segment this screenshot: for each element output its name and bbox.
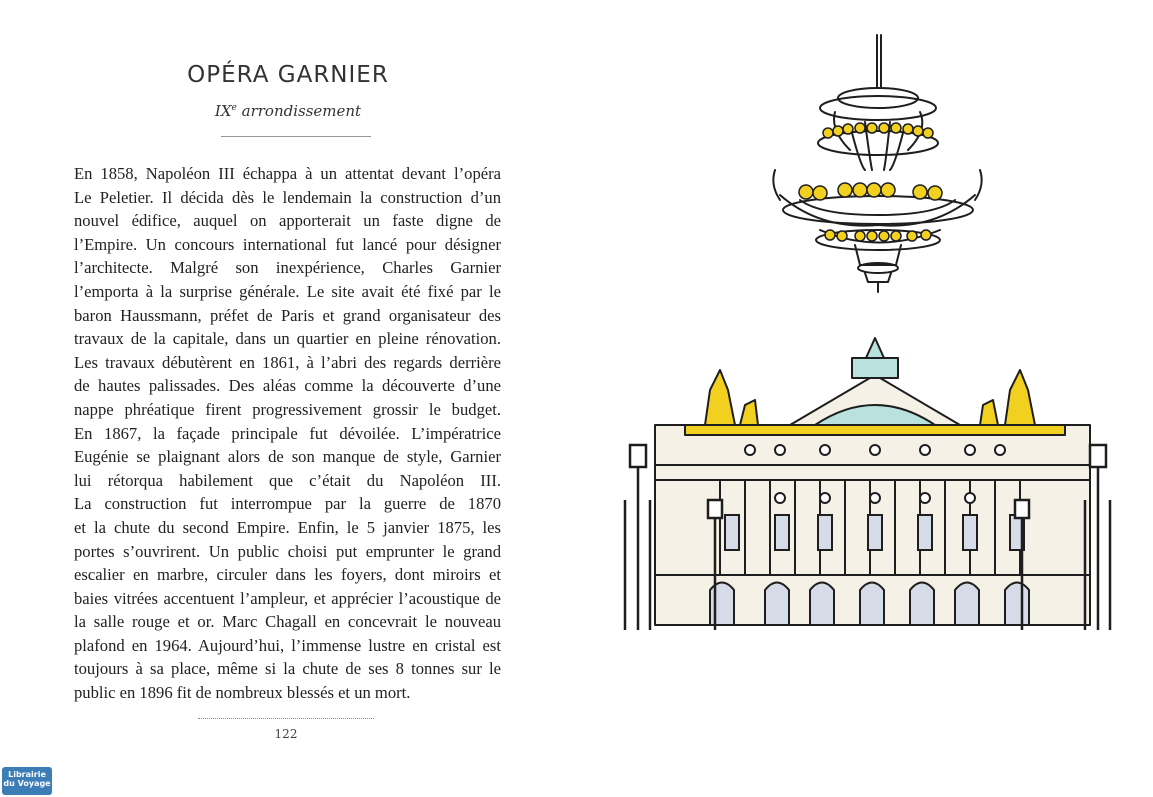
chapter-title: OPÉRA GARNIER (187, 62, 389, 88)
body-line: escalier en marbre, circuler dans les foyers, dont miroirs et (74, 565, 501, 585)
body-line: Le Peletier. Il décida dès le lendemain la construction d’un (74, 187, 501, 207)
watermark-logo (2, 767, 52, 795)
footer-divider (198, 718, 374, 719)
body-line: baies vitrées accentuent l’ampleur, et apprécier l’acoustique de (74, 588, 501, 608)
chandelier-illustration (760, 30, 990, 295)
body-line: Les travaux débutèrent en 1861, à l’abri des regards derrière (74, 352, 501, 372)
opera-facade-illustration (610, 330, 1130, 635)
body-line: En 1867, la façade principale fut dévoilée. L’impératrice (74, 423, 501, 443)
body-line: de hautes palissades. Des aléas comme la découverte d’une (74, 376, 501, 396)
watermark-line1: Librairie (8, 770, 46, 779)
body-line: plafond en 1964. Aujourd’hui, l’immense lustre en cristal est (74, 635, 501, 655)
chapter-subtitle (160, 102, 416, 120)
body-line: et la chute du second Empire. Enfin, le 5 janvier 1875, les (74, 517, 501, 537)
body-line: travaux de la capitale, dans un quartier en pleine rénovation. (74, 329, 501, 349)
body-line: la salle rouge et or. Marc Chagall en concevrait le nouveau (74, 612, 501, 632)
body-line: toujours à sa place, même si la chute de ses 8 tonnes sur le (74, 659, 501, 679)
body-line: l’Empire. Un concours international fut lancé pour désigner (74, 234, 501, 254)
body-line: nappe phréatique firent progressivement grossir le budget. (74, 399, 501, 419)
subtitle-roman: IX (214, 102, 232, 120)
body-line: public en 1896 fit de nombreux blessés et un mort. (74, 683, 411, 703)
body-line: l’emporta à la surprise générale. Le site avait été fixé par le (74, 281, 501, 301)
body-line: lui rétorqua habilement que c’était du Napoléon III. (74, 470, 501, 490)
body-line: En 1858, Napoléon III échappa à un attentat devant l’opéra (74, 164, 501, 183)
body-line: baron Haussmann, préfet de Paris et grand organisateur des (74, 305, 501, 325)
title-divider (221, 136, 371, 137)
body-line: La construction fut interrompue par la guerre de 1870 (74, 494, 501, 514)
subtitle-text: arrondissement (236, 102, 362, 120)
watermark-line2: du Voyage (3, 779, 51, 788)
page-number: 122 (274, 727, 298, 741)
body-line: portes s’ouvrirent. Un public choisi put emprunter le grand (74, 541, 501, 561)
body-line: l’architecte. Malgré son inexpérience, Charles Garnier (74, 258, 501, 278)
subtitle-superscript: e (231, 103, 237, 113)
body-paragraph (74, 162, 501, 705)
body-line: Eugénie se plaignant alors de son manque de style, Garnier (74, 447, 501, 467)
body-line: nouvel édifice, auquel on apporterait un faste digne de (74, 211, 501, 231)
